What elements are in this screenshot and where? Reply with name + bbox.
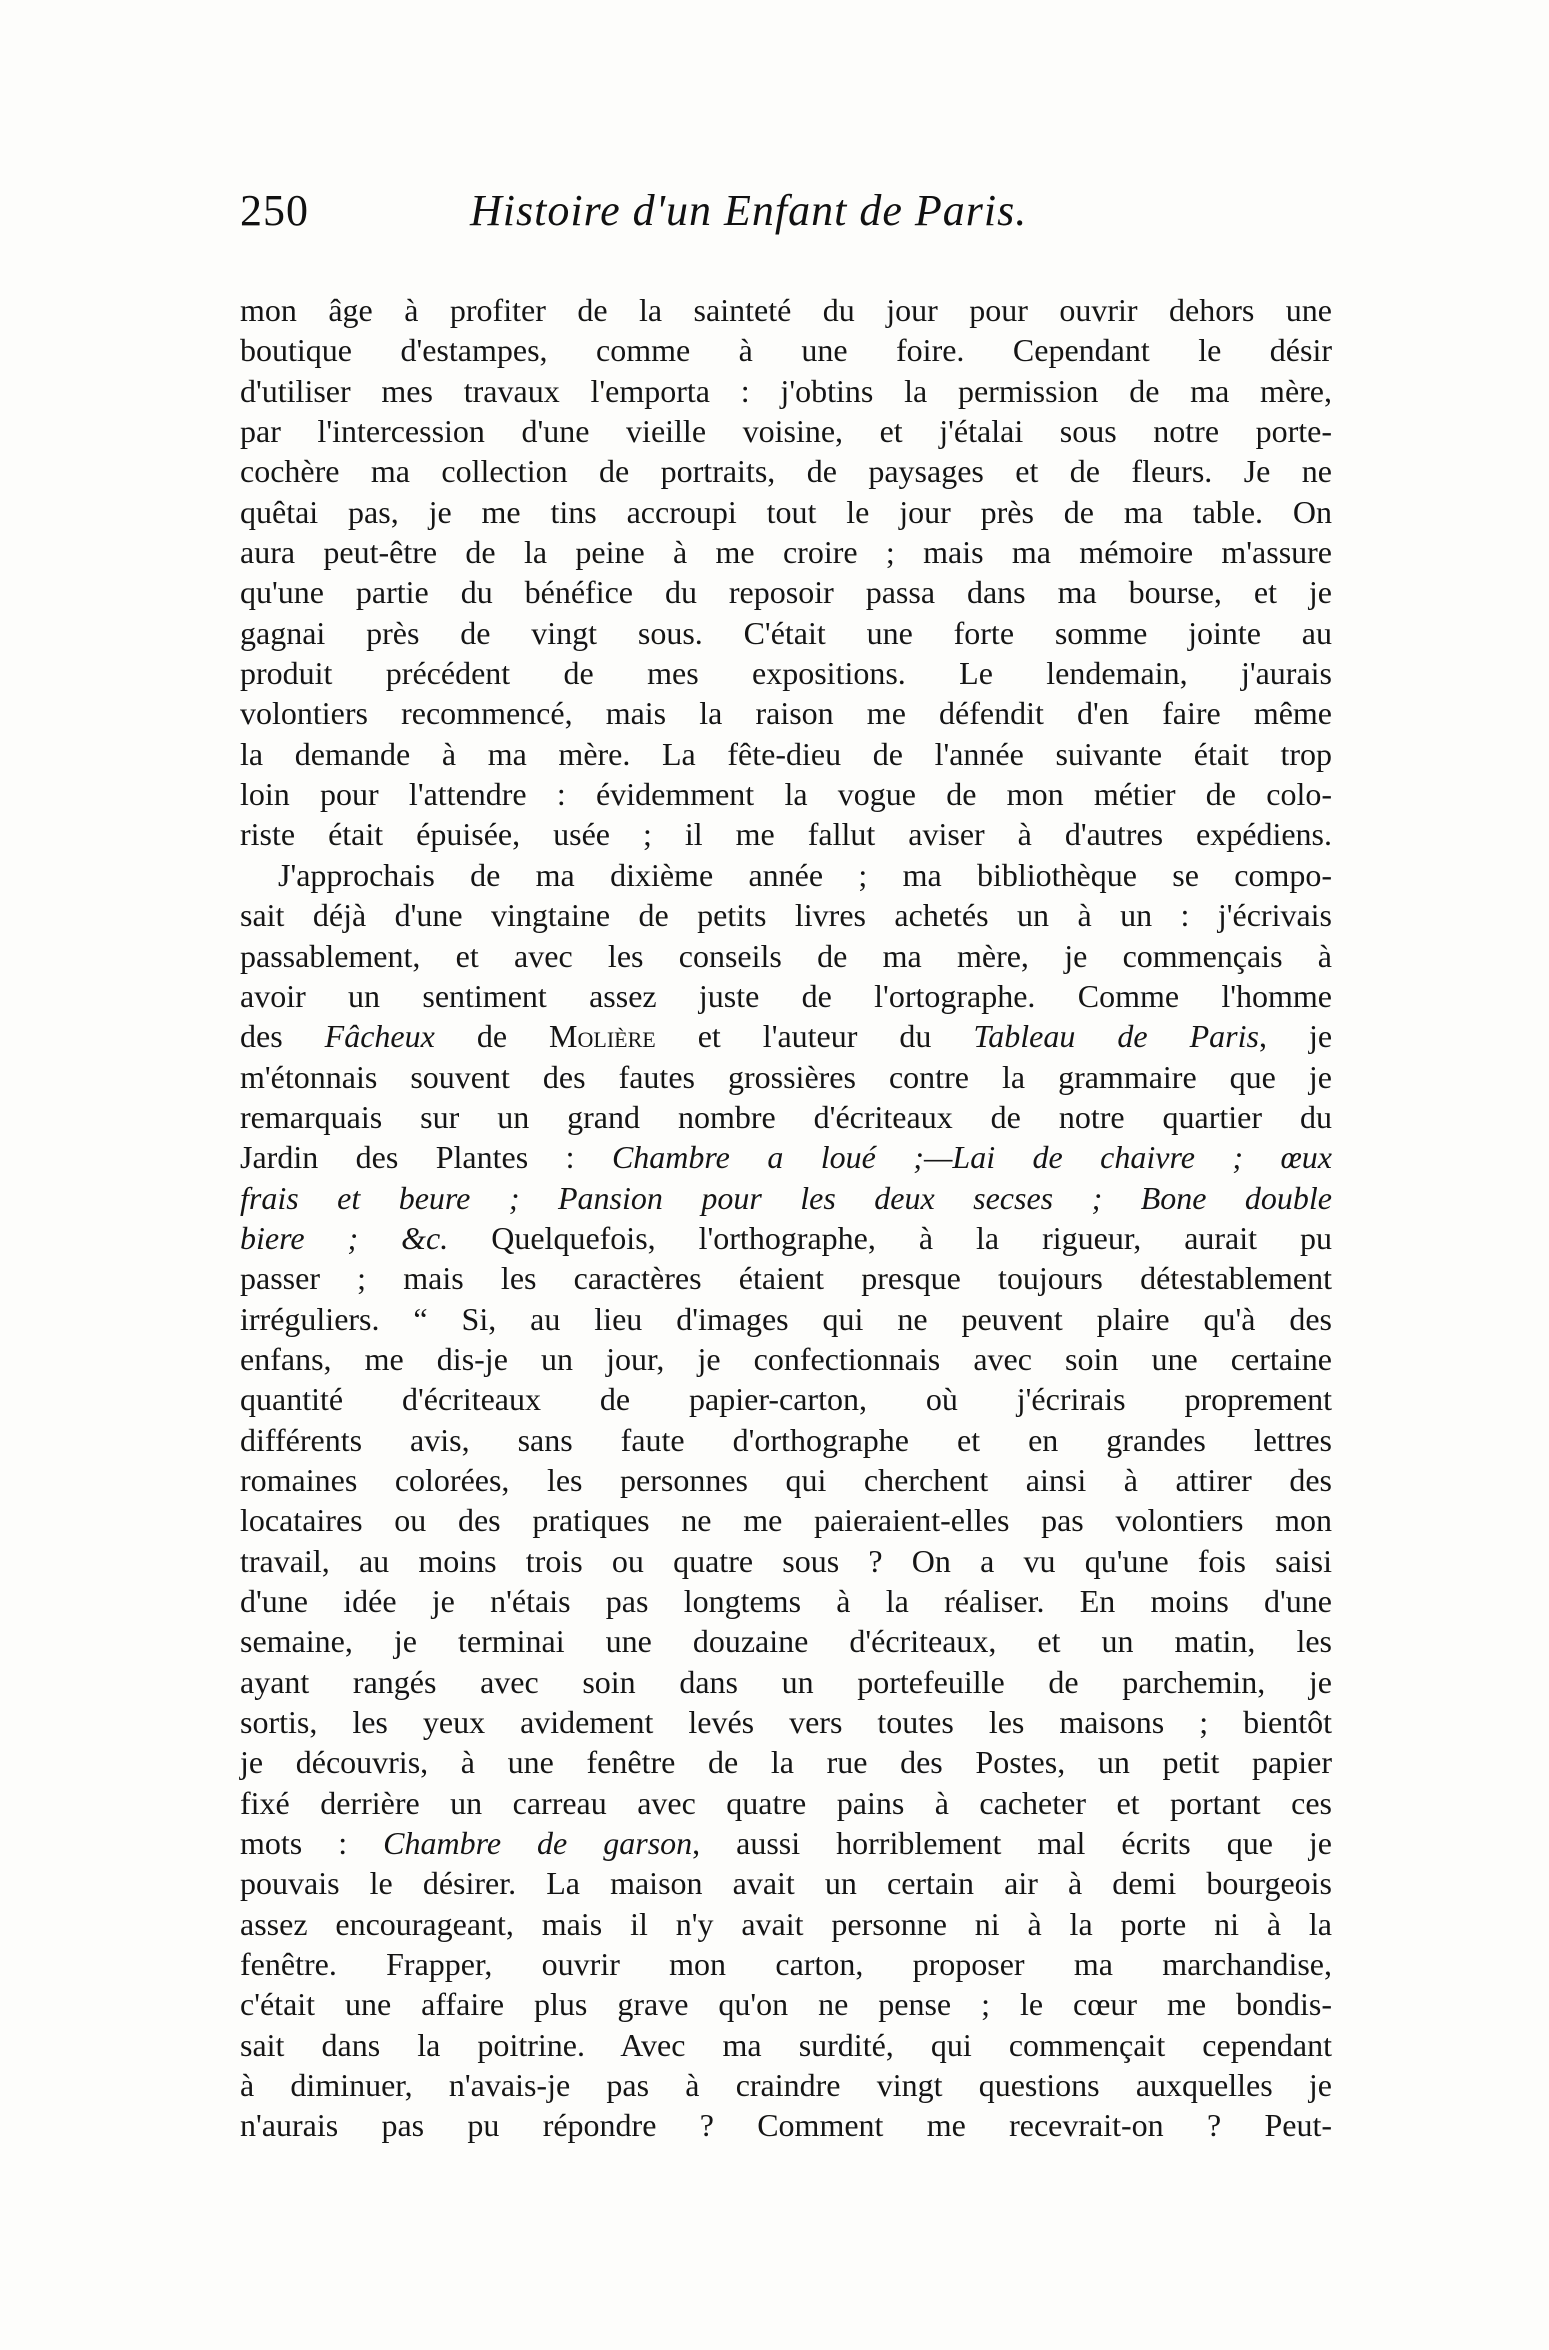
text-line — [240, 1944, 1332, 1984]
body-text — [240, 290, 1332, 2146]
text-line — [240, 1420, 1332, 1460]
text-run: assez encourageant, mais il n'y avait personne ni à la porte ni à la — [240, 1905, 1332, 1942]
text-line — [240, 774, 1332, 814]
text-line — [240, 855, 1332, 895]
text-run: boutique d'estampes, comme à une foire. Cependant le désir — [240, 332, 1332, 369]
text-line — [240, 451, 1332, 491]
text-line — [240, 572, 1332, 612]
text-run: et l'auteur du — [655, 1018, 974, 1055]
text-run: irréguliers. “ Si, au lieu d'images qui ne peuvent plaire qu'à des — [240, 1300, 1332, 1337]
text-run: romaines colorées, les personnes qui cherchent ainsi à attirer des — [240, 1461, 1332, 1498]
text-line — [240, 1097, 1332, 1137]
italic-text: Fâcheux — [324, 1018, 435, 1055]
text-run: m'étonnais souvent des fautes grossières contre la grammaire que je — [240, 1058, 1332, 1095]
text-run: locataires ou des pratiques ne me paieraient-elles pas volontiers mon — [240, 1502, 1332, 1539]
text-run: quêtai pas, je me tins accroupi tout le jour près de ma table. On — [240, 493, 1332, 530]
text-run: de — [434, 1018, 550, 1055]
text-run: je découvris, à une fenêtre de la rue des Postes, un petit papier — [240, 1744, 1332, 1781]
text-run: mots : — [240, 1825, 384, 1862]
text-run: enfans, me dis-je un jour, je confectionnais avec soin une certaine — [240, 1340, 1332, 1377]
text-line — [240, 1258, 1332, 1298]
text-line — [240, 613, 1332, 653]
italic-text: Tableau de Paris — [973, 1018, 1259, 1055]
text-run: ayant rangés avec soin dans un portefeuille de parchemin, je — [240, 1663, 1332, 1700]
text-line — [240, 1984, 1332, 2024]
text-line — [240, 2065, 1332, 2105]
text-line — [240, 734, 1332, 774]
text-line — [240, 532, 1332, 572]
italic-text: biere ; &c. — [240, 1219, 449, 1256]
text-line — [240, 1339, 1332, 1379]
text-run: aura peut-être de la peine à me croire ; mais ma mémoire m'assure — [240, 534, 1332, 571]
text-line — [240, 1904, 1332, 1944]
text-run: fenêtre. Frapper, ouvrir mon carton, proposer ma marchandise, — [240, 1946, 1332, 1983]
text-line — [240, 1016, 1332, 1056]
text-line — [240, 1823, 1332, 1863]
text-line — [240, 693, 1332, 733]
italic-text: frais et beure ; Pansion pour les deux secses ; Bone double — [240, 1179, 1332, 1216]
text-run: passer ; mais les caractères étaient presque toujours détestablement — [240, 1260, 1332, 1297]
text-run: des — [240, 1018, 325, 1055]
text-line — [240, 290, 1332, 330]
text-line — [240, 1581, 1332, 1621]
text-line — [240, 1057, 1332, 1097]
text-line — [240, 1662, 1332, 1702]
text-run: loin pour l'attendre : évidemment la vogue de mon métier de colo- — [240, 776, 1332, 813]
text-run: la demande à ma mère. La fête-dieu de l'année suivante était trop — [240, 735, 1332, 772]
text-run: avoir un sentiment assez juste de l'ortographe. Comme l'homme — [240, 977, 1332, 1014]
text-run: fixé derrière un carreau avec quatre pains à cacheter et portant ces — [240, 1784, 1332, 1821]
text-run: qu'une partie du bénéfice du reposoir passa dans ma bourse, et je — [240, 574, 1332, 611]
text-run: Jardin des Plantes : — [240, 1139, 612, 1176]
text-line — [240, 814, 1332, 854]
text-run: cochère ma collection de portraits, de paysages et de fleurs. Je ne — [240, 453, 1332, 490]
text-line — [240, 653, 1332, 693]
text-run: , aussi horriblement mal écrits que je — [692, 1825, 1333, 1862]
text-run: passablement, et avec les conseils de ma mère, je commençais à — [240, 937, 1332, 974]
text-run: Quelquefois, l'orthographe, à la rigueur, aurait pu — [448, 1219, 1333, 1256]
italic-text: Chambre a loué ;—Lai de chaivre ; œux — [611, 1139, 1333, 1176]
text-line — [240, 492, 1332, 532]
text-run: volontiers recommencé, mais la raison me défendit d'en faire même — [240, 695, 1332, 732]
text-line — [240, 1742, 1332, 1782]
text-line — [240, 371, 1332, 411]
text-run: , je — [1258, 1018, 1333, 1055]
text-run: travail, au moins trois ou quatre sous ? On a vu qu'une fois saisi — [240, 1542, 1332, 1579]
text-line — [240, 1299, 1332, 1339]
text-line — [240, 976, 1332, 1016]
text-run: quantité d'écriteaux de papier-carton, où j'écrirais proprement — [240, 1381, 1332, 1418]
text-line — [240, 1178, 1332, 1218]
text-run: différents avis, sans faute d'orthographe et en grandes lettres — [240, 1421, 1332, 1458]
text-run: par l'intercession d'une vieille voisine, et j'étalai sous notre porte- — [240, 413, 1332, 450]
text-run: n'aurais pas pu répondre ? Comment me recevrait-on ? Peut- — [240, 2107, 1332, 2144]
text-line — [240, 895, 1332, 935]
text-line — [240, 330, 1332, 370]
text-run: sait dans la poitrine. Avec ma surdité, qui commençait cependant — [240, 2026, 1332, 2063]
italic-text: Chambre de garson — [383, 1825, 693, 1862]
text-run: à diminuer, n'avais-je pas à craindre vingt questions auxquelles je — [240, 2067, 1332, 2104]
small-caps-text: Molière — [549, 1018, 656, 1055]
text-run: d'une idée je n'étais pas longtems à la réaliser. En moins d'une — [240, 1583, 1332, 1619]
text-run: riste était épuisée, usée ; il me fallut aviser à d'autres expédiens. — [240, 816, 1332, 853]
text-run: pouvais le désirer. La maison avait un certain air à demi bourgeois — [240, 1865, 1332, 1902]
text-run: remarquais sur un grand nombre d'écriteaux de notre quartier du — [240, 1098, 1332, 1135]
text-run: gagnai près de vingt sous. C'était une forte somme jointe au — [240, 614, 1332, 651]
running-title: Histoire d'un Enfant de Paris. — [470, 186, 1028, 235]
text-run: sortis, les yeux avidement levés vers toutes les maisons ; bientôt — [240, 1704, 1332, 1741]
text-run: J'approchais de ma dixième année ; ma bibliothèque se compo- — [278, 856, 1332, 893]
text-run: d'utiliser mes travaux l'emporta : j'obtins la permission de ma mère, — [240, 372, 1332, 409]
text-run: semaine, je terminai une douzaine d'écriteaux, et un matin, les — [240, 1623, 1332, 1660]
text-line — [240, 1783, 1332, 1823]
text-run: mon âge à profiter de la sainteté du jour pour ouvrir dehors une — [240, 292, 1332, 328]
text-line — [240, 2025, 1332, 2065]
text-line — [240, 1500, 1332, 1540]
text-line — [240, 1137, 1332, 1177]
text-run: c'était une affaire plus grave qu'on ne pense ; le cœur me bondis- — [240, 1986, 1332, 2023]
text-line — [240, 411, 1332, 451]
text-run: sait déjà d'une vingtaine de petits livres achetés un à un : j'écrivais — [240, 897, 1332, 934]
text-run: produit précédent de mes expositions. Le lendemain, j'aurais — [240, 655, 1332, 692]
text-line — [240, 1379, 1332, 1419]
text-line — [240, 1541, 1332, 1581]
text-line — [240, 936, 1332, 976]
text-line — [240, 2105, 1332, 2145]
text-line — [240, 1702, 1332, 1742]
text-line — [240, 1621, 1332, 1661]
text-line — [240, 1218, 1332, 1258]
page-number: 250 — [240, 186, 309, 235]
text-line — [240, 1863, 1332, 1903]
page-header — [240, 185, 1340, 255]
text-line — [240, 1460, 1332, 1500]
